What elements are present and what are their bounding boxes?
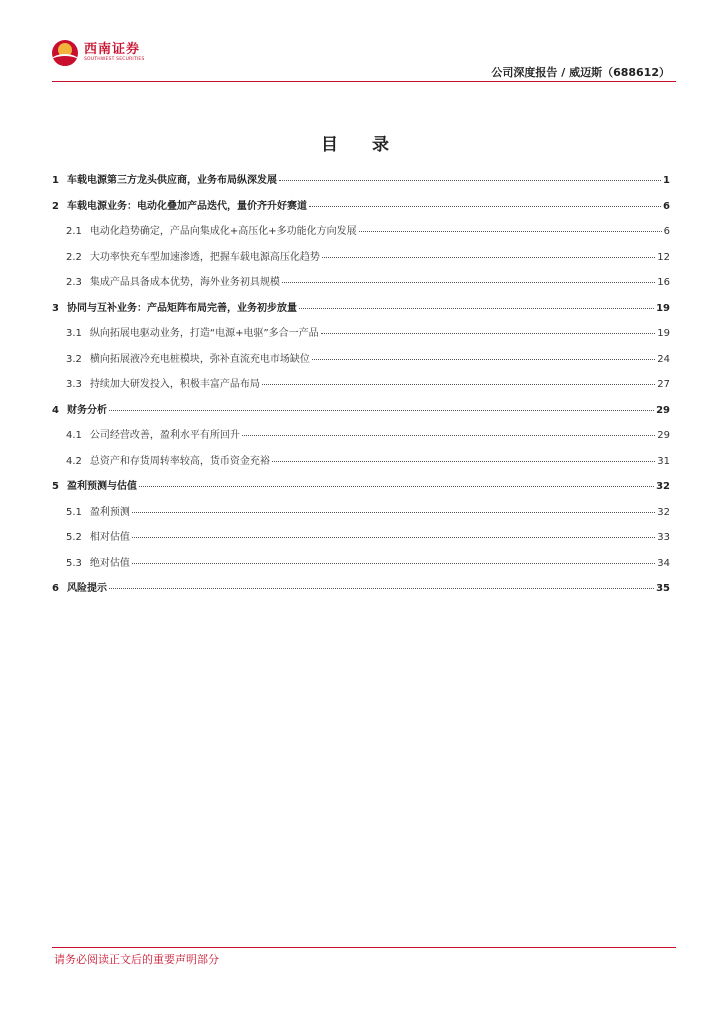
- toc-entry-title: 车载电源第三方龙头供应商，业务布局纵深发展: [66, 175, 277, 186]
- toc-entry-page: 24: [657, 353, 670, 365]
- toc-dot-leader: [132, 512, 655, 513]
- logo-chinese-name: 西南证券: [84, 42, 141, 57]
- toc-entry-number: 1: [52, 175, 59, 186]
- toc-entry[interactable]: [52, 579, 670, 605]
- table-of-contents: [52, 171, 670, 605]
- toc-entry-page: 32: [656, 481, 670, 492]
- toc-entry-page: 29: [656, 404, 670, 416]
- toc-dot-leader: [109, 588, 654, 589]
- toc-entry-number: 3: [52, 302, 59, 314]
- toc-dot-leader: [109, 410, 654, 411]
- toc-entry-page: 29: [657, 430, 670, 441]
- toc-dot-leader: [309, 206, 661, 207]
- toc-entry[interactable]: [52, 273, 670, 299]
- toc-dot-leader: [359, 231, 662, 232]
- toc-entry-number: 5.1: [66, 506, 82, 518]
- company-logo: [52, 40, 145, 66]
- toc-entry-number: 2: [52, 200, 59, 212]
- toc-entry-number: 4.1: [66, 430, 82, 441]
- toc-entry-page: 35: [656, 583, 670, 594]
- toc-dot-leader: [312, 359, 655, 360]
- toc-entry[interactable]: [52, 503, 670, 529]
- toc-entry[interactable]: [52, 477, 670, 503]
- toc-entry-page: 6: [663, 200, 670, 212]
- toc-entry[interactable]: [52, 171, 670, 197]
- logo-english-name: SOUTHWEST SECURITIES: [84, 57, 145, 62]
- toc-entry-page: 19: [656, 302, 670, 314]
- toc-entry-title: 财务分析: [66, 404, 107, 416]
- toc-entry-number: 3.2: [66, 353, 82, 365]
- toc-entry-number: 3.3: [66, 379, 82, 390]
- toc-dot-leader: [242, 435, 655, 436]
- toc-dot-leader: [321, 333, 656, 334]
- toc-entry-page: 1: [663, 175, 670, 186]
- toc-entry[interactable]: [52, 528, 670, 554]
- toc-entry[interactable]: [52, 401, 670, 427]
- toc-entry-page: 6: [663, 226, 670, 237]
- toc-dot-leader: [282, 282, 655, 283]
- toc-dot-leader: [272, 461, 655, 462]
- toc-entry[interactable]: [52, 248, 670, 274]
- toc-entry-number: 5: [52, 481, 59, 492]
- toc-entry-page: 32: [657, 506, 670, 518]
- toc-entry-page: 31: [657, 455, 670, 467]
- toc-entry-title: 大功率快充车型加速渗透，把握车载电源高压化趋势: [89, 251, 320, 263]
- toc-dot-leader: [322, 257, 655, 258]
- toc-entry[interactable]: [52, 350, 670, 376]
- logo-text: [84, 43, 145, 63]
- toc-dot-leader: [279, 180, 661, 181]
- footer-divider: [52, 947, 676, 948]
- toc-entry-number: 2.3: [66, 277, 82, 288]
- toc-entry-page: 19: [657, 328, 670, 339]
- toc-entry-title: 盈利预测与估值: [66, 481, 137, 492]
- toc-entry-number: 5.2: [66, 532, 82, 543]
- toc-entry-number: 4: [52, 404, 59, 416]
- toc-entry-page: 27: [657, 379, 670, 390]
- toc-entry-page: 12: [657, 251, 670, 263]
- toc-entry-page: 34: [657, 557, 670, 569]
- toc-entry-title: 风险提示: [66, 583, 107, 594]
- toc-entry-title: 盈利预测: [89, 506, 130, 518]
- toc-entry-title: 绝对估值: [89, 557, 130, 569]
- toc-entry-number: 2.2: [66, 251, 82, 263]
- toc-entry-title: 电动化趋势确定，产品向集成化+高压化+多功能化方向发展: [89, 226, 357, 237]
- toc-entry-title: 车载电源业务：电动化叠加产品迭代，量价齐升好赛道: [66, 200, 307, 212]
- toc-entry[interactable]: [52, 299, 670, 325]
- toc-entry-number: 4.2: [66, 455, 82, 467]
- footer-disclaimer: 请务必阅读正文后的重要声明部分: [54, 953, 219, 966]
- toc-entry-title: 纵向拓展电驱动业务，打造“电源+电驱”多合一产品: [89, 328, 319, 339]
- toc-entry-page: 33: [657, 532, 670, 543]
- toc-entry-number: 6: [52, 583, 59, 594]
- toc-entry-title: 持续加大研发投入，积极丰富产品布局: [89, 379, 260, 390]
- toc-entry-title: 相对估值: [89, 532, 130, 543]
- logo-emblem-icon: [52, 40, 78, 66]
- toc-entry-number: 2.1: [66, 226, 82, 237]
- toc-entry[interactable]: [52, 197, 670, 223]
- toc-entry-number: 5.3: [66, 557, 82, 569]
- toc-title: 目 录: [321, 135, 403, 155]
- report-type-title: 公司深度报告 / 威迈斯（688612）: [491, 66, 670, 79]
- toc-dot-leader: [262, 384, 655, 385]
- toc-dot-leader: [132, 537, 655, 538]
- toc-entry-number: 3.1: [66, 328, 82, 339]
- toc-entry[interactable]: [52, 222, 670, 248]
- toc-entry[interactable]: [52, 554, 670, 580]
- toc-entry-title: 横向拓展液冷充电桩模块，弥补直流充电市场缺位: [89, 353, 310, 365]
- toc-entry-title: 集成产品具备成本优势，海外业务初具规模: [89, 277, 280, 288]
- header-divider: [52, 81, 676, 82]
- toc-entry-page: 16: [657, 277, 670, 288]
- toc-entry[interactable]: [52, 426, 670, 452]
- toc-entry-title: 公司经营改善，盈利水平有所回升: [89, 430, 240, 441]
- toc-entry-title: 协同与互补业务：产品矩阵布局完善，业务初步放量: [66, 302, 297, 314]
- toc-dot-leader: [299, 308, 654, 309]
- toc-entry-title: 总资产和存货周转率较高，货币资金充裕: [89, 455, 270, 467]
- toc-dot-leader: [139, 486, 654, 487]
- page-header: [52, 38, 676, 82]
- toc-entry[interactable]: [52, 375, 670, 401]
- toc-dot-leader: [132, 563, 655, 564]
- toc-entry[interactable]: [52, 452, 670, 478]
- toc-entry[interactable]: [52, 324, 670, 350]
